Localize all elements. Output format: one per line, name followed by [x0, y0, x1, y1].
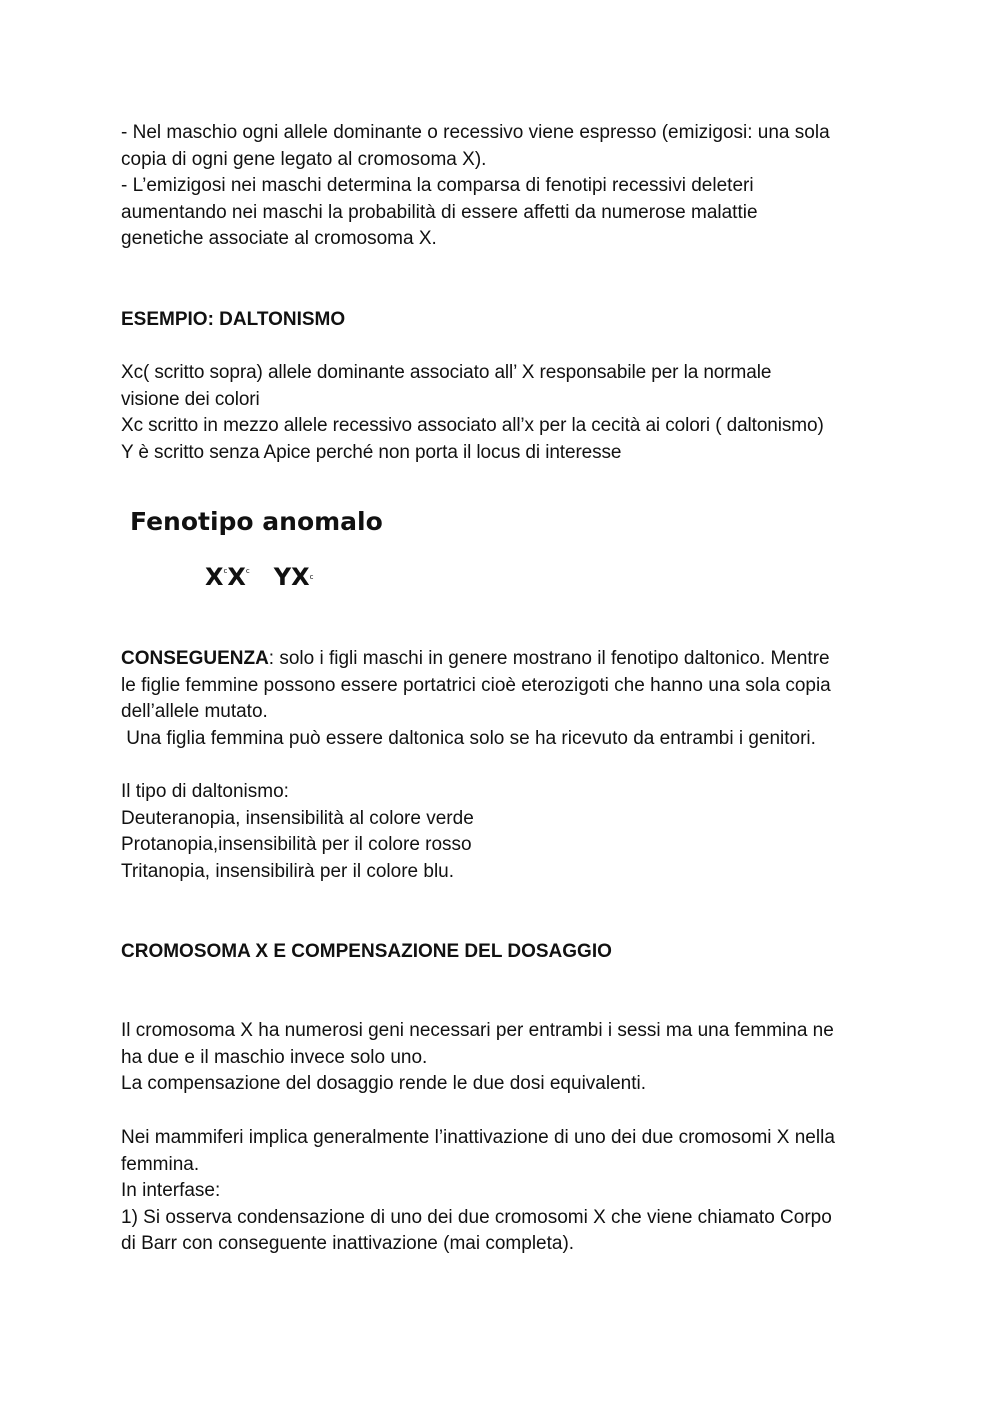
x-chromosome-symbol: X — [227, 563, 246, 591]
y-chromosome-symbol: Y — [273, 563, 292, 591]
x-chromosome-symbol: X — [291, 563, 310, 591]
text-line: 1) Si osserva condensazione di uno dei due cromosomi X che viene chiamato Corpo — [121, 1206, 832, 1228]
types-intro: Il tipo di daltonismo: — [121, 781, 289, 802]
list-item: Tritanopia, insensibilirà per il colore blu. — [121, 860, 455, 882]
text-line: le figlie femmine possono essere portatrici cioè eterozigoti che hanno una sola copia — [121, 674, 831, 696]
text-line: aumentando nei maschi la probabilità di essere affetti da numerose malattie — [121, 201, 758, 223]
text-line: Y è scritto senza Apice perché non porta il locus di interesse — [121, 441, 622, 463]
text-line: - L’emizigosi nei maschi determina la comparsa di fenotipi recessivi deleteri — [121, 175, 754, 197]
allele-superscript: c — [245, 567, 250, 575]
text-line: - Nel maschio ogni allele dominante o recessivo viene espresso (emizigosi: una sola — [121, 122, 830, 143]
consequence-paragraph — [121, 646, 891, 752]
text-line — [121, 646, 891, 673]
figure-title: Fenotipo anomalo — [130, 507, 383, 536]
male-genotype — [274, 561, 314, 593]
text-line: dell’allele mutato. — [121, 701, 268, 723]
dosage-paragraph-1 — [121, 1018, 891, 1098]
consequence-label: CONSEGUENZA — [121, 648, 269, 669]
text-line: La compensazione del dosaggio rende le due dosi equivalenti. — [121, 1073, 646, 1095]
x-chromosome-symbol: X — [205, 563, 224, 591]
list-item: Deuteranopia, insensibilità al colore verde — [121, 807, 474, 829]
example-paragraph — [121, 360, 891, 466]
text-line: visione dei colori — [121, 388, 260, 410]
intro-paragraph — [121, 120, 891, 253]
text-line: Il cromosoma X ha numerosi geni necessari per entrambi i sessi ma una femmina ne — [121, 1020, 834, 1041]
text-line: copia di ogni gene legato al cromosoma X). — [121, 148, 487, 170]
allele-superscript: c — [309, 573, 314, 581]
text-line: di Barr con conseguente inattivazione (mai completa). — [121, 1233, 575, 1255]
dosage-heading: CROMOSOMA X E COMPENSAZIONE DEL DOSAGGIO — [121, 941, 612, 962]
text-line: Nei mammiferi implica generalmente l’inattivazione di uno dei due cromosomi X nella — [121, 1127, 835, 1148]
genotype-figure — [205, 561, 314, 593]
dosage-section — [121, 939, 891, 966]
female-genotype — [205, 561, 250, 593]
text-line: genetiche associate al cromosoma X. — [121, 228, 437, 250]
text-line: In interfase: — [121, 1180, 221, 1202]
types-list — [121, 779, 891, 885]
allele-superscript: c — [223, 567, 228, 575]
text-line: Una figlia femmina può essere daltonica solo se ha ricevuto da entrambi i genitori. — [121, 727, 816, 749]
text-line: Xc( scritto sopra) allele dominante associato all’ X responsabile per la normale — [121, 362, 772, 383]
dosage-paragraph-2 — [121, 1125, 891, 1258]
text-line: femmina. — [121, 1153, 200, 1175]
list-item: Protanopia,insensibilità per il colore rosso — [121, 834, 472, 856]
text-line: Xc scritto in mezzo allele recessivo associato all’x per la cecità ai colori ( daltonismo) — [121, 415, 824, 437]
text-line: ha due e il maschio invece solo uno. — [121, 1046, 428, 1068]
consequence-text: : solo i figli maschi in genere mostrano il fenotipo daltonico. Mentre — [268, 648, 830, 669]
example-section — [121, 307, 891, 334]
example-heading: ESEMPIO: DALTONISMO — [121, 309, 346, 330]
